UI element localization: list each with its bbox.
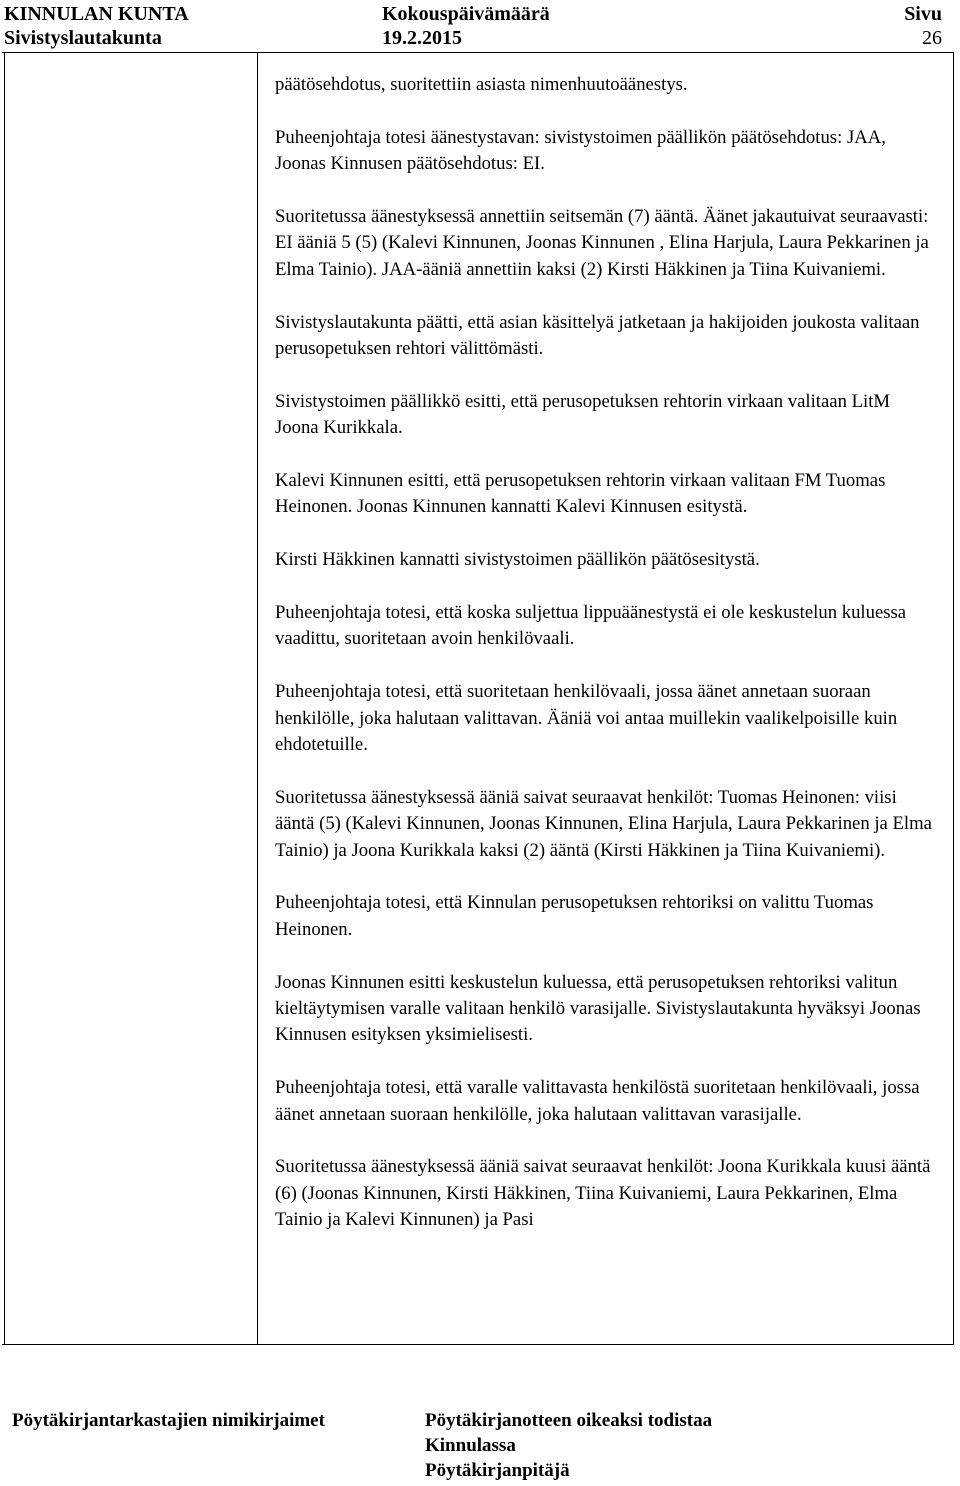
footer-certification bbox=[425, 1408, 712, 1483]
frame-right-border bbox=[953, 53, 954, 1344]
paragraph: Sivistystoimen päällikkö esitti, että perusopetuksen rehtorin virkaan valitaan LitM Joona Kurikkala. bbox=[275, 390, 890, 439]
paragraph: Kalevi Kinnunen esitti, että perusopetuksen rehtorin virkaan valitaan FM Tuomas Heinonen. Joonas Kinnunen kannatti Kalevi Kinnusen esitystä. bbox=[275, 470, 886, 518]
paragraph: Puheenjohtaja totesi äänestystavan: sivistystoimen päällikön päätösehdotus: JAA, Joonas Kinnusen päätösehdotus: EI. bbox=[275, 126, 886, 175]
minutes-body bbox=[275, 72, 937, 1260]
paragraph: Suoritetussa äänestyksessä annettiin seitsemän (7) ääntä. Äänet jakautuivat seuraavasti: EI ääniä 5 (5) (Kalevi Kinnunen, Joonas Kinnunen , Elina Harjula, Laura Pekkarinen ja Elma Tainio). JAA-ääniä annettiin kaksi (2) Kirsti Häkkinen ja Tiina Kuivaniemi. bbox=[275, 206, 929, 280]
certification-place: Kinnulassa bbox=[425, 1435, 516, 1456]
date-label: Kokouspäivämäärä bbox=[382, 3, 550, 25]
paragraph: Puheenjohtaja totesi, että koska suljettua lippuäänestystä ei ole keskustelun kuluessa vaadittu, suoritetaan avoin henkilövaali. bbox=[275, 602, 907, 650]
left-margin-column bbox=[4, 53, 258, 1344]
header-date bbox=[382, 2, 550, 50]
page-number: 26 bbox=[922, 27, 942, 49]
paragraph: Suoritetussa äänestyksessä ääniä saivat seuraavat henkilöt: Joona Kurikkala kuusi ääntä (6) (Joonas Kinnunen, Kirsti Häkkinen, Tiina Kuivaniemi, Laura Pekkarinen, Elma Tainio ja Kalevi Kinnunen) ja Pasi bbox=[275, 1156, 931, 1231]
initials-label: Pöytäkirjantarkastajien nimikirjaimet bbox=[12, 1410, 325, 1431]
paragraph: Puheenjohtaja totesi, että suoritetaan henkilövaali, jossa äänet annetaan suoraan henkilölle, joka halutaan valittavan. Ääniä voi antaa muillekin vaalikelpoisille kuin ehdotetuille. bbox=[275, 681, 898, 756]
paragraph: päätösehdotus, suoritettiin asiasta nimenhuutoäänestys. bbox=[275, 74, 688, 95]
meeting-date: 19.2.2015 bbox=[382, 27, 462, 49]
paragraph: Puheenjohtaja totesi, että varalle valittavasta henkilöstä suoritetaan henkilövaali, jossa äänet annetaan suoraan henkilölle, joka halutaan valittavan varasijalle. bbox=[275, 1077, 920, 1125]
municipality-name: KINNULAN KUNTA bbox=[4, 3, 189, 25]
paragraph: Sivistyslautakunta päätti, että asian käsittelyä jatketaan ja hakijoiden joukosta valitaan perusopetuksen rehtori välittömästi. bbox=[275, 311, 920, 360]
page-label: Sivu bbox=[904, 3, 942, 25]
paragraph: Puheenjohtaja totesi, että Kinnulan perusopetuksen rehtoriksi on valittu Tuomas Heinonen. bbox=[275, 892, 874, 940]
board-name: Sivistyslautakunta bbox=[4, 27, 162, 49]
paragraph: Suoritetussa äänestyksessä ääniä saivat seuraavat henkilöt: Tuomas Heinonen: viisi ääntä (5) (Kalevi Kinnunen, Joonas Kinnunen, Elina Harjula, Laura Pekkarinen ja Elma Tainio) ja Joona Kurikkala kaksi (2) ääntä (Kirsti Häkkinen ja Tiina Kuivaniemi). bbox=[275, 786, 932, 861]
header-page bbox=[904, 2, 942, 50]
footer-initials bbox=[12, 1408, 325, 1433]
paragraph: Joonas Kinnunen esitti keskustelun kuluessa, että perusopetuksen rehtoriksi valitun kieltäytymisen varalle valitaan henkilö varasijalle. Sivistyslautakunta hyväksyi Joonas Kinnusen esityksen yksimielisesti. bbox=[275, 971, 921, 1046]
paragraph: Kirsti Häkkinen kannatti sivistystoimen päällikön päätösesitystä. bbox=[275, 549, 760, 571]
certified-label: Pöytäkirjanotteen oikeaksi todistaa bbox=[425, 1410, 713, 1431]
header-left bbox=[4, 2, 189, 50]
minutes-keeper: Pöytäkirjanpitäjä bbox=[425, 1460, 570, 1481]
